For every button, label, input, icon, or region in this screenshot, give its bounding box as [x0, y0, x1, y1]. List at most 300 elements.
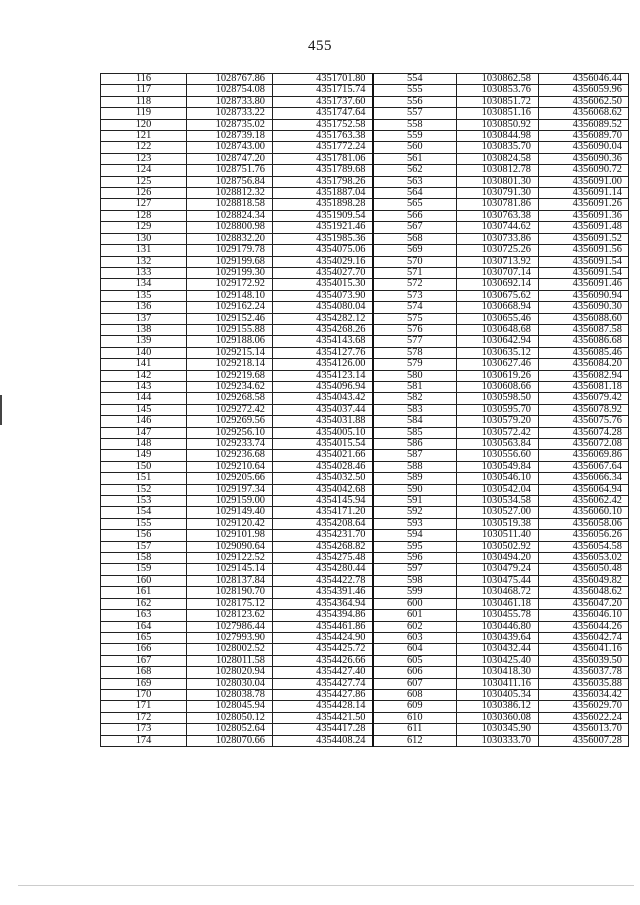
x-coordinate-cell: 1030519.38 [457, 518, 539, 529]
y-coordinate-cell: 4354005.10 [273, 427, 373, 438]
x-coordinate-cell: 1029218.14 [187, 359, 273, 370]
y-coordinate-cell: 4356090.04 [539, 142, 629, 153]
y-coordinate-cell: 4354208.64 [273, 518, 373, 529]
x-coordinate-cell: 1028832.20 [187, 233, 273, 244]
point-number-cell: 611 [373, 724, 457, 735]
table-row [101, 564, 629, 575]
y-coordinate-cell: 4356042.74 [539, 632, 629, 643]
y-coordinate-cell: 4354426.66 [273, 655, 373, 666]
point-number-cell: 579 [373, 359, 457, 370]
x-coordinate-cell: 1028190.70 [187, 587, 273, 598]
x-coordinate-cell: 1030479.24 [457, 564, 539, 575]
y-coordinate-cell: 4356035.88 [539, 678, 629, 689]
point-number-cell: 153 [101, 496, 187, 507]
y-coordinate-cell: 4354231.70 [273, 530, 373, 541]
y-coordinate-cell: 4356034.42 [539, 689, 629, 700]
point-number-cell: 140 [101, 347, 187, 358]
x-coordinate-cell: 1030345.90 [457, 724, 539, 735]
x-coordinate-cell: 1029152.46 [187, 313, 273, 324]
y-coordinate-cell: 4356091.00 [539, 176, 629, 187]
y-coordinate-cell: 4356088.60 [539, 313, 629, 324]
coordinates-table [100, 73, 629, 747]
point-number-cell: 593 [373, 518, 457, 529]
y-coordinate-cell: 4356047.20 [539, 598, 629, 609]
point-number-cell: 610 [373, 712, 457, 723]
y-coordinate-cell: 4356078.92 [539, 404, 629, 415]
x-coordinate-cell: 1030608.66 [457, 381, 539, 392]
x-coordinate-cell: 1030333.70 [457, 735, 539, 746]
y-coordinate-cell: 4354268.26 [273, 324, 373, 335]
x-coordinate-cell: 1030556.60 [457, 450, 539, 461]
y-coordinate-cell: 4356091.14 [539, 188, 629, 199]
table-row [101, 735, 629, 746]
point-number-cell: 607 [373, 678, 457, 689]
y-coordinate-cell: 4356041.16 [539, 644, 629, 655]
y-coordinate-cell: 4354427.40 [273, 667, 373, 678]
point-number-cell: 132 [101, 256, 187, 267]
point-number-cell: 166 [101, 644, 187, 655]
x-coordinate-cell: 1030675.62 [457, 290, 539, 301]
table-row [101, 131, 629, 142]
point-number-cell: 134 [101, 279, 187, 290]
table-row [101, 450, 629, 461]
point-number-cell: 566 [373, 210, 457, 221]
point-number-cell: 605 [373, 655, 457, 666]
y-coordinate-cell: 4356090.94 [539, 290, 629, 301]
point-number-cell: 141 [101, 359, 187, 370]
x-coordinate-cell: 1028818.58 [187, 199, 273, 210]
x-coordinate-cell: 1030648.68 [457, 324, 539, 335]
x-coordinate-cell: 1028050.12 [187, 712, 273, 723]
y-coordinate-cell: 4354075.06 [273, 245, 373, 256]
y-coordinate-cell: 4356091.48 [539, 222, 629, 233]
point-number-cell: 564 [373, 188, 457, 199]
point-number-cell: 563 [373, 176, 457, 187]
table-row [101, 541, 629, 552]
point-number-cell: 569 [373, 245, 457, 256]
y-coordinate-cell: 4356062.42 [539, 496, 629, 507]
x-coordinate-cell: 1030455.78 [457, 610, 539, 621]
point-number-cell: 574 [373, 302, 457, 313]
page-number: 455 [308, 38, 332, 54]
point-number-cell: 149 [101, 450, 187, 461]
table-row [101, 427, 629, 438]
y-coordinate-cell: 4356046.10 [539, 610, 629, 621]
table-row [101, 473, 629, 484]
x-coordinate-cell: 1029199.68 [187, 256, 273, 267]
y-coordinate-cell: 4356049.82 [539, 575, 629, 586]
point-number-cell: 116 [101, 74, 187, 85]
y-coordinate-cell: 4356059.96 [539, 85, 629, 96]
x-coordinate-cell: 1030579.20 [457, 416, 539, 427]
point-number-cell: 118 [101, 96, 187, 107]
point-number-cell: 594 [373, 530, 457, 541]
x-coordinate-cell: 1028800.98 [187, 222, 273, 233]
y-coordinate-cell: 4356050.48 [539, 564, 629, 575]
x-coordinate-cell: 1030713.92 [457, 256, 539, 267]
y-coordinate-cell: 4354015.30 [273, 279, 373, 290]
y-coordinate-cell: 4356066.34 [539, 473, 629, 484]
y-coordinate-cell: 4356090.36 [539, 153, 629, 164]
x-coordinate-cell: 1030655.46 [457, 313, 539, 324]
point-number-cell: 575 [373, 313, 457, 324]
point-number-cell: 174 [101, 735, 187, 746]
point-number-cell: 135 [101, 290, 187, 301]
x-coordinate-cell: 1029090.64 [187, 541, 273, 552]
x-coordinate-cell: 1029197.34 [187, 484, 273, 495]
point-number-cell: 130 [101, 233, 187, 244]
x-coordinate-cell: 1030824.58 [457, 153, 539, 164]
table-row [101, 621, 629, 632]
point-number-cell: 609 [373, 701, 457, 712]
x-coordinate-cell: 1029172.92 [187, 279, 273, 290]
point-number-cell: 562 [373, 165, 457, 176]
y-coordinate-cell: 4354073.90 [273, 290, 373, 301]
point-number-cell: 603 [373, 632, 457, 643]
y-coordinate-cell: 4351752.58 [273, 119, 373, 130]
point-number-cell: 601 [373, 610, 457, 621]
y-coordinate-cell: 4356090.72 [539, 165, 629, 176]
x-coordinate-cell: 1028123.62 [187, 610, 273, 621]
table-row [101, 119, 629, 130]
point-number-cell: 151 [101, 473, 187, 484]
x-coordinate-cell: 1028743.00 [187, 142, 273, 153]
y-coordinate-cell: 4354424.90 [273, 632, 373, 643]
x-coordinate-cell: 1030494.20 [457, 553, 539, 564]
y-coordinate-cell: 4351781.06 [273, 153, 373, 164]
point-number-cell: 600 [373, 598, 457, 609]
y-coordinate-cell: 4356091.52 [539, 233, 629, 244]
x-coordinate-cell: 1030725.26 [457, 245, 539, 256]
point-number-cell: 155 [101, 518, 187, 529]
x-coordinate-cell: 1028020.94 [187, 667, 273, 678]
y-coordinate-cell: 4354364.94 [273, 598, 373, 609]
y-coordinate-cell: 4356068.62 [539, 108, 629, 119]
table-row [101, 313, 629, 324]
y-coordinate-cell: 4354145.94 [273, 496, 373, 507]
y-coordinate-cell: 4354015.54 [273, 439, 373, 450]
point-number-cell: 154 [101, 507, 187, 518]
x-coordinate-cell: 1030572.42 [457, 427, 539, 438]
x-coordinate-cell: 1030835.70 [457, 142, 539, 153]
x-coordinate-cell: 1029219.68 [187, 370, 273, 381]
point-number-cell: 557 [373, 108, 457, 119]
point-number-cell: 587 [373, 450, 457, 461]
point-number-cell: 129 [101, 222, 187, 233]
x-coordinate-cell: 1030542.04 [457, 484, 539, 495]
point-number-cell: 560 [373, 142, 457, 153]
x-coordinate-cell: 1027986.44 [187, 621, 273, 632]
point-number-cell: 612 [373, 735, 457, 746]
x-coordinate-cell: 1028824.34 [187, 210, 273, 221]
table-row [101, 359, 629, 370]
table-row [101, 176, 629, 187]
y-coordinate-cell: 4351747.64 [273, 108, 373, 119]
x-coordinate-cell: 1030595.70 [457, 404, 539, 415]
x-coordinate-cell: 1030781.86 [457, 199, 539, 210]
point-number-cell: 577 [373, 336, 457, 347]
x-coordinate-cell: 1029215.14 [187, 347, 273, 358]
y-coordinate-cell: 4356085.46 [539, 347, 629, 358]
x-coordinate-cell: 1030744.62 [457, 222, 539, 233]
y-coordinate-cell: 4356089.52 [539, 119, 629, 130]
y-coordinate-cell: 4354282.12 [273, 313, 373, 324]
table-row [101, 324, 629, 335]
x-coordinate-cell: 1030549.84 [457, 461, 539, 472]
table-row [101, 496, 629, 507]
table-row [101, 404, 629, 415]
x-coordinate-cell: 1028735.02 [187, 119, 273, 130]
point-number-cell: 568 [373, 233, 457, 244]
y-coordinate-cell: 4356048.62 [539, 587, 629, 598]
y-coordinate-cell: 4351921.46 [273, 222, 373, 233]
table-row [101, 279, 629, 290]
point-number-cell: 556 [373, 96, 457, 107]
point-number-cell: 120 [101, 119, 187, 130]
y-coordinate-cell: 4351909.54 [273, 210, 373, 221]
y-coordinate-cell: 4354080.04 [273, 302, 373, 313]
x-coordinate-cell: 1029236.68 [187, 450, 273, 461]
point-number-cell: 590 [373, 484, 457, 495]
y-coordinate-cell: 4354422.78 [273, 575, 373, 586]
table-row [101, 518, 629, 529]
point-number-cell: 582 [373, 393, 457, 404]
x-coordinate-cell: 1030598.50 [457, 393, 539, 404]
point-number-cell: 133 [101, 267, 187, 278]
point-number-cell: 126 [101, 188, 187, 199]
y-coordinate-cell: 4356062.50 [539, 96, 629, 107]
y-coordinate-cell: 4356082.94 [539, 370, 629, 381]
y-coordinate-cell: 4356091.54 [539, 267, 629, 278]
point-number-cell: 583 [373, 404, 457, 415]
y-coordinate-cell: 4356053.02 [539, 553, 629, 564]
table-row [101, 632, 629, 643]
point-number-cell: 572 [373, 279, 457, 290]
x-coordinate-cell: 1030360.08 [457, 712, 539, 723]
point-number-cell: 559 [373, 131, 457, 142]
table-row [101, 336, 629, 347]
point-number-cell: 596 [373, 553, 457, 564]
y-coordinate-cell: 4356060.10 [539, 507, 629, 518]
x-coordinate-cell: 1028030.04 [187, 678, 273, 689]
y-coordinate-cell: 4351772.24 [273, 142, 373, 153]
table-row [101, 610, 629, 621]
point-number-cell: 137 [101, 313, 187, 324]
point-number-cell: 159 [101, 564, 187, 575]
x-coordinate-cell: 1030763.38 [457, 210, 539, 221]
point-number-cell: 578 [373, 347, 457, 358]
x-coordinate-cell: 1028045.94 [187, 701, 273, 712]
point-number-cell: 584 [373, 416, 457, 427]
y-coordinate-cell: 4351898.28 [273, 199, 373, 210]
point-number-cell: 169 [101, 678, 187, 689]
table-row [101, 165, 629, 176]
point-number-cell: 147 [101, 427, 187, 438]
x-coordinate-cell: 1030411.16 [457, 678, 539, 689]
y-coordinate-cell: 4356091.56 [539, 245, 629, 256]
table-row [101, 222, 629, 233]
x-coordinate-cell: 1030791.30 [457, 188, 539, 199]
point-number-cell: 123 [101, 153, 187, 164]
y-coordinate-cell: 4356037.78 [539, 667, 629, 678]
y-coordinate-cell: 4356022.24 [539, 712, 629, 723]
table-row [101, 302, 629, 313]
table-row [101, 267, 629, 278]
point-number-cell: 172 [101, 712, 187, 723]
y-coordinate-cell: 4354042.68 [273, 484, 373, 495]
table-row [101, 644, 629, 655]
x-coordinate-cell: 1030461.18 [457, 598, 539, 609]
point-number-cell: 598 [373, 575, 457, 586]
point-number-cell: 142 [101, 370, 187, 381]
x-coordinate-cell: 1029159.00 [187, 496, 273, 507]
y-coordinate-cell: 4356069.86 [539, 450, 629, 461]
x-coordinate-cell: 1028733.22 [187, 108, 273, 119]
x-coordinate-cell: 1030844.98 [457, 131, 539, 142]
point-number-cell: 170 [101, 689, 187, 700]
x-coordinate-cell: 1029272.42 [187, 404, 273, 415]
y-coordinate-cell: 4354032.50 [273, 473, 373, 484]
point-number-cell: 567 [373, 222, 457, 233]
table-row [101, 245, 629, 256]
x-coordinate-cell: 1030527.00 [457, 507, 539, 518]
x-coordinate-cell: 1030851.16 [457, 108, 539, 119]
y-coordinate-cell: 4356091.54 [539, 256, 629, 267]
point-number-cell: 555 [373, 85, 457, 96]
x-coordinate-cell: 1030405.34 [457, 689, 539, 700]
y-coordinate-cell: 4356029.70 [539, 701, 629, 712]
point-number-cell: 554 [373, 74, 457, 85]
y-coordinate-cell: 4356084.20 [539, 359, 629, 370]
point-number-cell: 585 [373, 427, 457, 438]
point-number-cell: 124 [101, 165, 187, 176]
table-row [101, 210, 629, 221]
x-coordinate-cell: 1030627.46 [457, 359, 539, 370]
y-coordinate-cell: 4354126.00 [273, 359, 373, 370]
point-number-cell: 139 [101, 336, 187, 347]
y-coordinate-cell: 4354143.68 [273, 336, 373, 347]
x-coordinate-cell: 1030502.92 [457, 541, 539, 552]
y-coordinate-cell: 4354408.24 [273, 735, 373, 746]
table-row [101, 575, 629, 586]
point-number-cell: 125 [101, 176, 187, 187]
y-coordinate-cell: 4356087.58 [539, 324, 629, 335]
y-coordinate-cell: 4351985.36 [273, 233, 373, 244]
point-number-cell: 571 [373, 267, 457, 278]
point-number-cell: 581 [373, 381, 457, 392]
y-coordinate-cell: 4354021.66 [273, 450, 373, 461]
x-coordinate-cell: 1029179.78 [187, 245, 273, 256]
x-coordinate-cell: 1028137.84 [187, 575, 273, 586]
table-row [101, 290, 629, 301]
x-coordinate-cell: 1029101.98 [187, 530, 273, 541]
x-coordinate-cell: 1030546.10 [457, 473, 539, 484]
point-number-cell: 591 [373, 496, 457, 507]
y-coordinate-cell: 4356058.06 [539, 518, 629, 529]
y-coordinate-cell: 4354027.70 [273, 267, 373, 278]
x-coordinate-cell: 1029269.56 [187, 416, 273, 427]
x-coordinate-cell: 1028175.12 [187, 598, 273, 609]
x-coordinate-cell: 1028756.84 [187, 176, 273, 187]
y-coordinate-cell: 4356007.28 [539, 735, 629, 746]
y-coordinate-cell: 4354127.76 [273, 347, 373, 358]
table-row [101, 370, 629, 381]
point-number-cell: 145 [101, 404, 187, 415]
table-row [101, 393, 629, 404]
x-coordinate-cell: 1030812.78 [457, 165, 539, 176]
y-coordinate-cell: 4354427.86 [273, 689, 373, 700]
point-number-cell: 606 [373, 667, 457, 678]
x-coordinate-cell: 1030446.80 [457, 621, 539, 632]
x-coordinate-cell: 1029155.88 [187, 324, 273, 335]
point-number-cell: 164 [101, 621, 187, 632]
table-row [101, 416, 629, 427]
table-row [101, 678, 629, 689]
table-row [101, 712, 629, 723]
point-number-cell: 150 [101, 461, 187, 472]
y-coordinate-cell: 4356056.26 [539, 530, 629, 541]
table-row [101, 461, 629, 472]
y-coordinate-cell: 4351887.04 [273, 188, 373, 199]
y-coordinate-cell: 4356090.30 [539, 302, 629, 313]
x-coordinate-cell: 1028767.86 [187, 74, 273, 85]
y-coordinate-cell: 4356075.76 [539, 416, 629, 427]
point-number-cell: 152 [101, 484, 187, 495]
y-coordinate-cell: 4354123.14 [273, 370, 373, 381]
x-coordinate-cell: 1030707.14 [457, 267, 539, 278]
y-coordinate-cell: 4354031.88 [273, 416, 373, 427]
table-row [101, 530, 629, 541]
y-coordinate-cell: 4354028.46 [273, 461, 373, 472]
x-coordinate-cell: 1030534.58 [457, 496, 539, 507]
point-number-cell: 128 [101, 210, 187, 221]
y-coordinate-cell: 4356086.68 [539, 336, 629, 347]
y-coordinate-cell: 4354280.44 [273, 564, 373, 575]
point-number-cell: 171 [101, 701, 187, 712]
x-coordinate-cell: 1028812.32 [187, 188, 273, 199]
x-coordinate-cell: 1029145.14 [187, 564, 273, 575]
point-number-cell: 138 [101, 324, 187, 335]
y-coordinate-cell: 4354428.14 [273, 701, 373, 712]
x-coordinate-cell: 1030692.14 [457, 279, 539, 290]
point-number-cell: 608 [373, 689, 457, 700]
y-coordinate-cell: 4356044.26 [539, 621, 629, 632]
x-coordinate-cell: 1029120.42 [187, 518, 273, 529]
bottom-rule [18, 885, 634, 886]
y-coordinate-cell: 4356089.70 [539, 131, 629, 142]
point-number-cell: 602 [373, 621, 457, 632]
x-coordinate-cell: 1029233.74 [187, 439, 273, 450]
table-row [101, 199, 629, 210]
table-row [101, 701, 629, 712]
point-number-cell: 597 [373, 564, 457, 575]
x-coordinate-cell: 1029268.58 [187, 393, 273, 404]
x-coordinate-cell: 1030851.72 [457, 96, 539, 107]
x-coordinate-cell: 1030642.94 [457, 336, 539, 347]
point-number-cell: 160 [101, 575, 187, 586]
table-row [101, 724, 629, 735]
table-row [101, 598, 629, 609]
x-coordinate-cell: 1030801.30 [457, 176, 539, 187]
table-row [101, 96, 629, 107]
y-coordinate-cell: 4356039.50 [539, 655, 629, 666]
table-row [101, 553, 629, 564]
point-number-cell: 580 [373, 370, 457, 381]
point-number-cell: 570 [373, 256, 457, 267]
y-coordinate-cell: 4354427.74 [273, 678, 373, 689]
y-coordinate-cell: 4354394.86 [273, 610, 373, 621]
y-coordinate-cell: 4356081.18 [539, 381, 629, 392]
